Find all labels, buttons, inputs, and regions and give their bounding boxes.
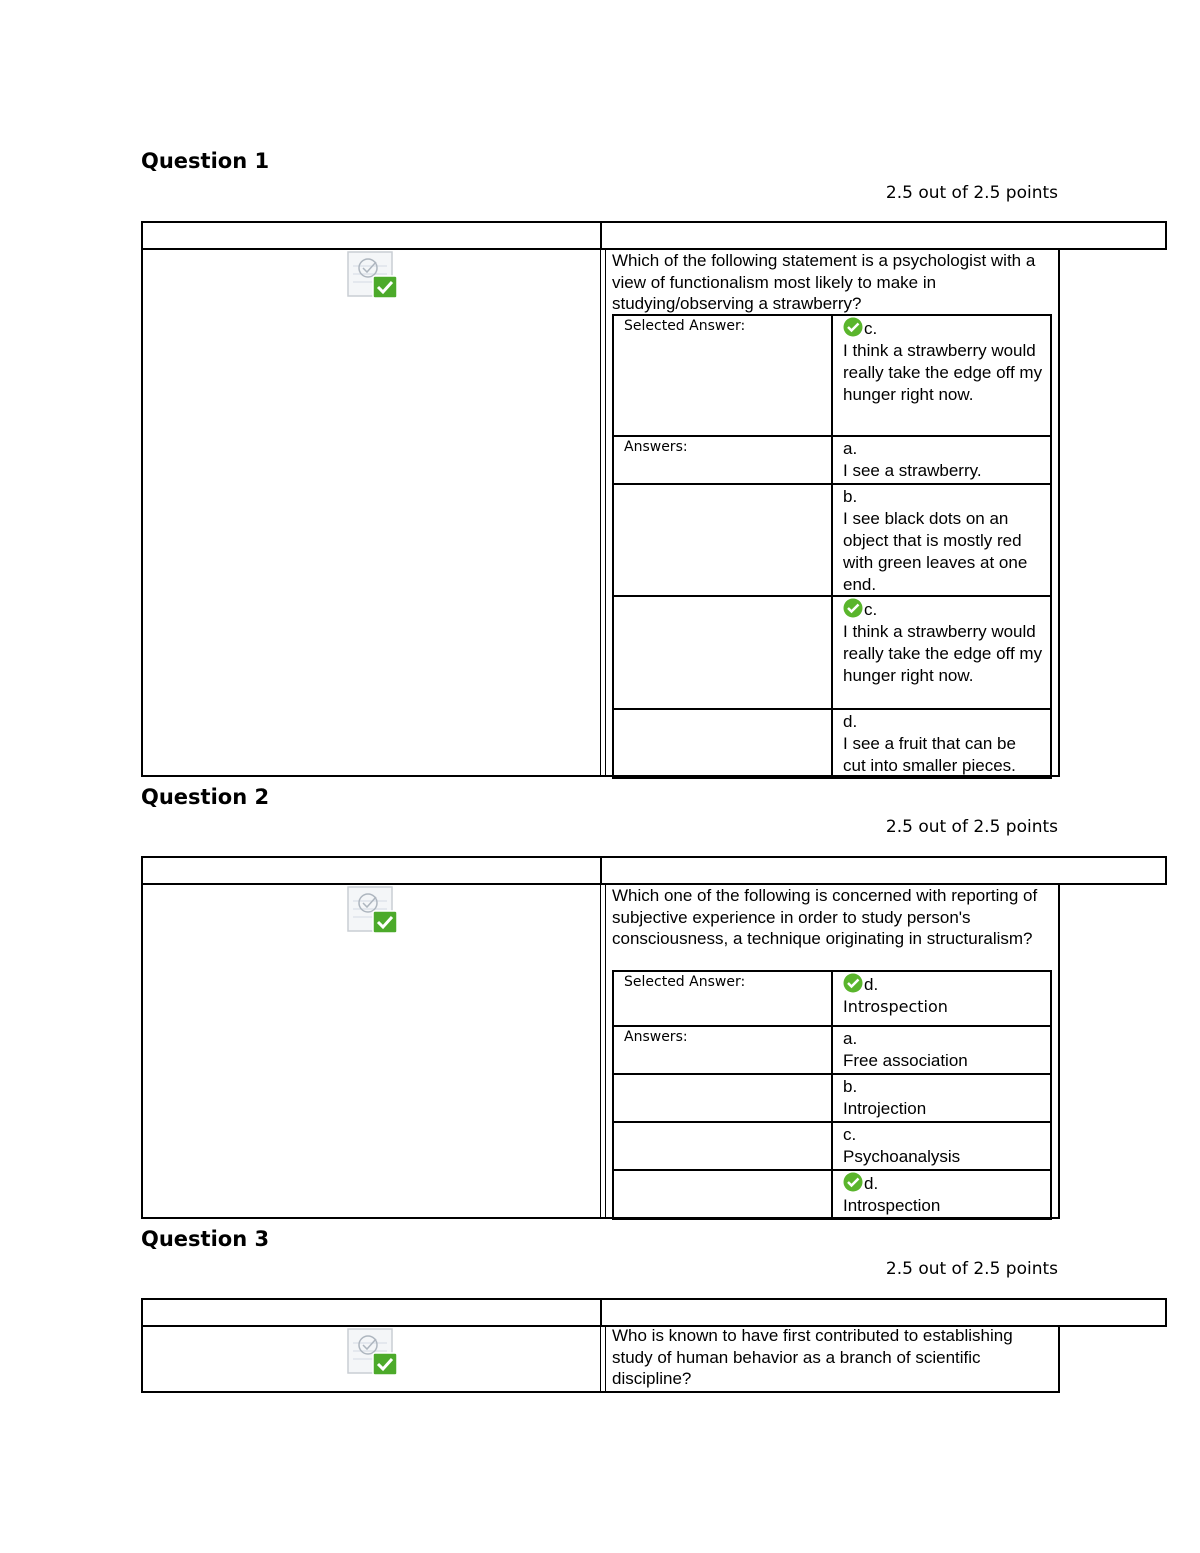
answer-letter: c. xyxy=(864,319,878,338)
question-text: Which of the following statement is a psychologist with a view of functionalism most likely to make in studying/observing a strawberry? xyxy=(612,251,1036,313)
question-box xyxy=(141,856,1167,1219)
question-body xyxy=(141,883,1060,1219)
question-title: Question 3 xyxy=(141,1227,270,1251)
answer-text: I think a strawberry would really take the edge off my hunger right now. xyxy=(843,341,1043,404)
question-header-row xyxy=(141,221,1167,250)
answer-letter: a. xyxy=(843,439,858,458)
answer-row xyxy=(614,1073,1050,1121)
answer-text: I see a fruit that can be cut into smaller pieces. xyxy=(843,734,1016,775)
question-text: Who is known to have first contributed to establishing study of human behavior as a branch of scientific discipline? xyxy=(612,1326,1013,1388)
answer-row xyxy=(614,483,1050,595)
answer-text: Introspection xyxy=(843,1196,941,1215)
answer-letter: c. xyxy=(864,600,878,619)
question-box xyxy=(141,221,1167,777)
answer-letter: d. xyxy=(864,1174,879,1193)
correct-answer-check-icon xyxy=(843,1172,863,1192)
answer-table xyxy=(612,314,1052,779)
correct-answer-check-icon xyxy=(843,317,863,337)
answer-row xyxy=(614,435,1050,483)
selected-answer-row xyxy=(614,316,1050,435)
selected-answer-row xyxy=(614,972,1050,1025)
correct-check-icon xyxy=(347,1325,399,1379)
answer-letter: b. xyxy=(843,1077,858,1096)
question-points: 2.5 out of 2.5 points xyxy=(885,183,1058,203)
answer-row xyxy=(614,1025,1050,1073)
correct-check-icon xyxy=(347,248,399,302)
answer-row xyxy=(614,1121,1050,1169)
answer-letter: c. xyxy=(843,1125,857,1144)
correct-check-icon xyxy=(347,883,399,937)
answer-letter: d. xyxy=(843,712,858,731)
selected-answer-label: Selected Answer: xyxy=(614,316,833,435)
selected-answer-value xyxy=(843,316,1043,406)
question-header-row xyxy=(141,1298,1167,1327)
answer-text: Introspection xyxy=(843,997,948,1016)
answer-row xyxy=(614,708,1050,777)
question-points: 2.5 out of 2.5 points xyxy=(885,817,1058,837)
answer-letter: b. xyxy=(843,487,858,506)
answers-label: Answers: xyxy=(614,1027,833,1073)
question-title: Question 1 xyxy=(141,149,270,173)
answer-letter: d. xyxy=(864,975,879,994)
answers-label: Answers: xyxy=(614,437,833,483)
question-box xyxy=(141,1298,1167,1393)
question-text: Which one of the following is concerned with reporting of subjective experience in order to study person's consciousness, a technique originating in structuralism? xyxy=(612,886,1038,948)
answer-text: I think a strawberry would really take the edge off my hunger right now. xyxy=(843,622,1043,685)
question-header-row xyxy=(141,856,1167,885)
question-body xyxy=(141,248,1060,777)
answer-row xyxy=(614,1169,1050,1218)
answer-row xyxy=(614,595,1050,708)
answer-text: Psychoanalysis xyxy=(843,1147,961,1166)
question-points: 2.5 out of 2.5 points xyxy=(885,1259,1058,1279)
answer-letter: a. xyxy=(843,1029,858,1048)
correct-answer-check-icon xyxy=(843,973,863,993)
answer-table xyxy=(612,970,1052,1220)
selected-answer-label: Selected Answer: xyxy=(614,972,833,1025)
question-title: Question 2 xyxy=(141,785,270,809)
selected-answer-value xyxy=(843,972,1043,1018)
answer-text: I see a strawberry. xyxy=(843,461,982,480)
answer-text: I see black dots on an object that is mostly red with green leaves at one end. xyxy=(843,509,1028,594)
answer-text: Introjection xyxy=(843,1099,927,1118)
correct-answer-check-icon xyxy=(843,598,863,618)
answer-text: Free association xyxy=(843,1051,968,1070)
question-body xyxy=(141,1325,1060,1393)
